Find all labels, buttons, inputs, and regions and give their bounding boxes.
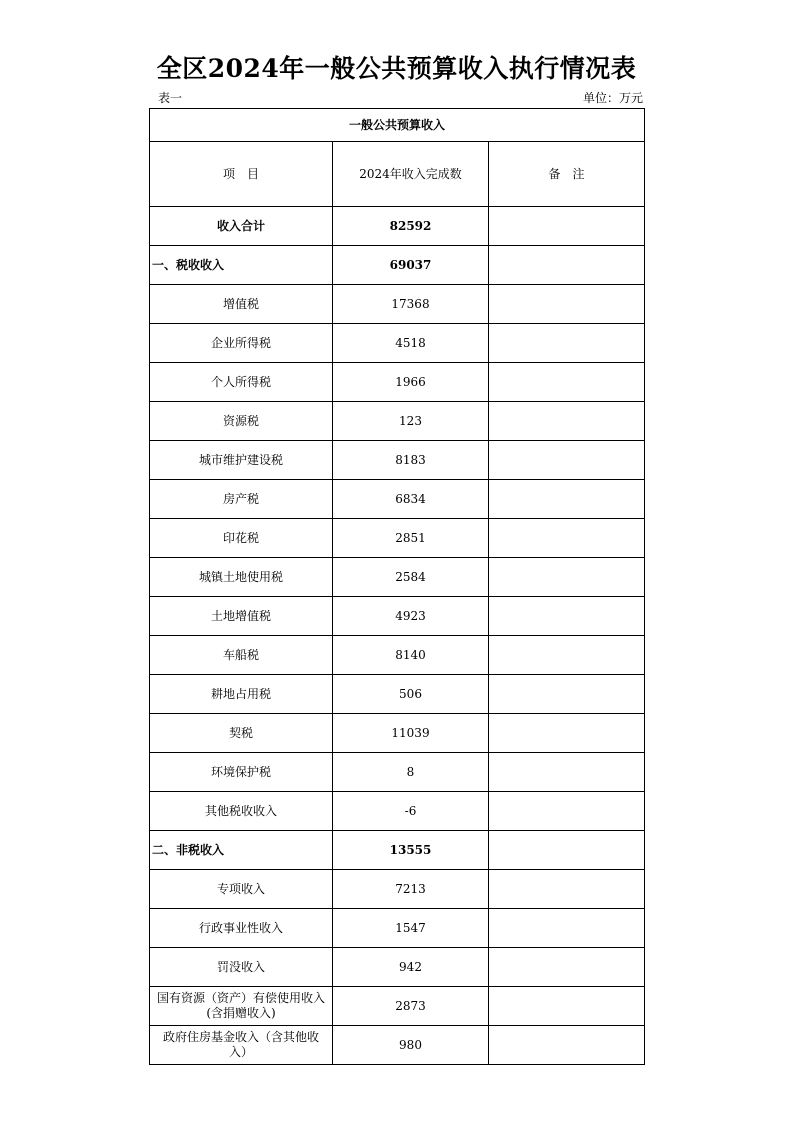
row-note <box>489 519 645 558</box>
row-value: 69037 <box>333 246 489 285</box>
row-note <box>489 831 645 870</box>
row-note <box>489 480 645 519</box>
row-item: 资源税 <box>150 402 333 441</box>
table-row <box>150 363 645 402</box>
row-value: 8140 <box>333 636 489 675</box>
row-note <box>489 870 645 909</box>
row-item: 城市维护建设税 <box>150 441 333 480</box>
row-item: 个人所得税 <box>150 363 333 402</box>
row-note <box>489 675 645 714</box>
table-row-nontax-total <box>150 831 645 870</box>
table-row-total <box>150 207 645 246</box>
row-item: 房产税 <box>150 480 333 519</box>
row-note <box>489 441 645 480</box>
table-row <box>150 987 645 1026</box>
row-note <box>489 246 645 285</box>
row-note <box>489 207 645 246</box>
row-value: 1966 <box>333 363 489 402</box>
row-item: 一、税收收入 <box>150 246 333 285</box>
section-header: 一般公共预算收入 <box>150 109 645 142</box>
table-row <box>150 753 645 792</box>
row-item: 政府住房基金收入（含其他收入） <box>150 1026 333 1065</box>
row-value: 2851 <box>333 519 489 558</box>
row-note <box>489 714 645 753</box>
column-header-value: 2024年收入完成数 <box>333 142 489 207</box>
row-item: 增值税 <box>150 285 333 324</box>
row-note <box>489 792 645 831</box>
table-row <box>150 324 645 363</box>
row-item: 专项收入 <box>150 870 333 909</box>
table-row <box>150 480 645 519</box>
row-note <box>489 909 645 948</box>
row-item: 国有资源（资产）有偿使用收入(含捐赠收入) <box>150 987 333 1026</box>
row-item: 车船税 <box>150 636 333 675</box>
row-value: -6 <box>333 792 489 831</box>
column-header-note: 备 注 <box>489 142 645 207</box>
row-item: 其他税收收入 <box>150 792 333 831</box>
row-note <box>489 753 645 792</box>
table-row <box>150 519 645 558</box>
row-value: 11039 <box>333 714 489 753</box>
row-item: 契税 <box>150 714 333 753</box>
unit-label: 单位：万元 <box>582 91 643 105</box>
table-row <box>150 558 645 597</box>
section-header-row <box>150 109 645 142</box>
table-row <box>150 597 645 636</box>
row-note <box>489 987 645 1026</box>
row-item: 环境保护税 <box>150 753 333 792</box>
table-row <box>150 948 645 987</box>
row-value: 82592 <box>333 207 489 246</box>
row-item: 印花税 <box>150 519 333 558</box>
row-note <box>489 285 645 324</box>
column-header-row <box>150 142 645 207</box>
row-value: 1547 <box>333 909 489 948</box>
revenue-table <box>149 108 645 1065</box>
page-title: 全区2024年一般公共预算收入执行情况表 <box>156 54 637 83</box>
table-row <box>150 285 645 324</box>
row-note <box>489 597 645 636</box>
row-value: 4923 <box>333 597 489 636</box>
row-item: 城镇土地使用税 <box>150 558 333 597</box>
row-value: 6834 <box>333 480 489 519</box>
row-note <box>489 1026 645 1065</box>
row-item: 耕地占用税 <box>150 675 333 714</box>
table-row-tax-total <box>150 246 645 285</box>
row-value: 123 <box>333 402 489 441</box>
row-item: 罚没收入 <box>150 948 333 987</box>
table-row <box>150 909 645 948</box>
column-header-item: 项 目 <box>150 142 333 207</box>
row-item: 行政事业性收入 <box>150 909 333 948</box>
row-value: 506 <box>333 675 489 714</box>
row-value: 942 <box>333 948 489 987</box>
row-value: 8183 <box>333 441 489 480</box>
row-item: 收入合计 <box>150 207 333 246</box>
row-note <box>489 636 645 675</box>
row-note <box>489 948 645 987</box>
table-row <box>150 714 645 753</box>
table-row <box>150 1026 645 1065</box>
sheet-number: 表一 <box>158 91 183 105</box>
row-note <box>489 363 645 402</box>
row-value: 4518 <box>333 324 489 363</box>
row-value: 17368 <box>333 285 489 324</box>
table-row <box>150 636 645 675</box>
row-value: 8 <box>333 753 489 792</box>
row-value: 980 <box>333 1026 489 1065</box>
row-note <box>489 558 645 597</box>
row-item: 二、非税收入 <box>150 831 333 870</box>
table-row <box>150 870 645 909</box>
table-row <box>150 441 645 480</box>
row-value: 2584 <box>333 558 489 597</box>
table-row <box>150 402 645 441</box>
row-note <box>489 324 645 363</box>
table-row <box>150 675 645 714</box>
row-item: 土地增值税 <box>150 597 333 636</box>
row-value: 13555 <box>333 831 489 870</box>
row-note <box>489 402 645 441</box>
table-row <box>150 792 645 831</box>
row-value: 2873 <box>333 987 489 1026</box>
row-value: 7213 <box>333 870 489 909</box>
row-item: 企业所得税 <box>150 324 333 363</box>
